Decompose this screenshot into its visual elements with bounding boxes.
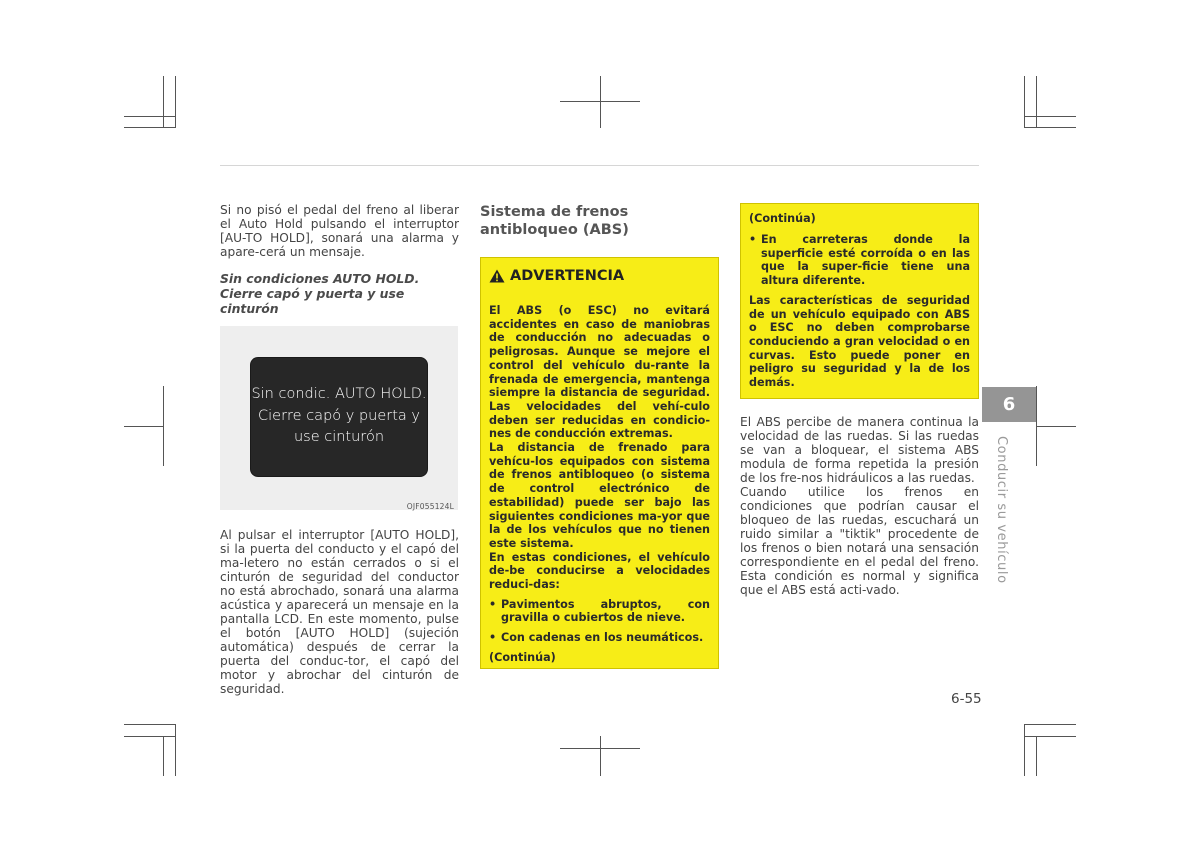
lcd-line-2: Cierre capó y puerta y bbox=[258, 407, 420, 424]
body-paragraph: Al pulsar el interruptor [AUTO HOLD], si la puerta del conducto y el capó del ma-letero no están cerrados o si el cinturón de seguridad del conductor no está abrochado, sonará una alarma acústica y aparecerá un mensaje en la pantalla LCD. En este momento, pulse el botón [AUTO HOLD] (sujeción automática) después de cerrar la puerta del conduc-tor, el capó del motor y abrochar del cinturón de seguridad. bbox=[220, 528, 459, 696]
chapter-title: Conducir su vehículo bbox=[994, 436, 1009, 584]
figure-code: OJF055124L bbox=[406, 502, 454, 511]
warning-heading bbox=[489, 268, 710, 284]
warning-paragraph-1: El ABS (o ESC) no evitará accidentes en caso de maniobras de conducción no adecuadas o peligrosas. Aunque se mejore el control del vehículo du-rante la frenada de emergencia, mantenga siempre la distancia de seguridad. Las velocidades del vehí-culo deben ser reducidas en condicio-nes de conducción extremas. bbox=[489, 304, 710, 441]
lcd-screen bbox=[251, 358, 427, 476]
lcd-line-3: use cinturón bbox=[293, 429, 385, 445]
chapter-tab: 6 bbox=[982, 387, 1036, 422]
intro-paragraph: Si no pisó el pedal del freno al liberar el Auto Hold pulsando el interruptor [AU-TO HOLD], sonará una alarma y apare-cerá un mensaje. bbox=[220, 203, 459, 259]
warning-paragraph-2: La distancia de frenado para vehícu-los equipados con sistema de frenos antibloqueo (o sistema de control electrónico de estabilidad) puede ser bajo las siguientes condiciones ma-yor que la de los vehículos que no tienen este sistema. bbox=[489, 441, 710, 550]
warning-triangle-icon bbox=[489, 269, 505, 283]
header-rule bbox=[220, 165, 979, 166]
lcd-figure bbox=[220, 326, 458, 510]
warning-box-continued bbox=[740, 203, 979, 399]
warning-paragraph: Las características de seguridad de un vehículo equipado con ABS o ESC no deben comprobarse conduciendo a gran velocidad o en curvas. Esto puede poner en peligro su seguridad y la de los demás. bbox=[749, 293, 970, 390]
column-1 bbox=[220, 203, 459, 696]
warning-list bbox=[749, 233, 970, 288]
list-item: • En carreteras donde la superficie esté corroída o en las que la super-ficie tiene una altura diferente. bbox=[749, 233, 970, 288]
lcd-line-1: Sin condic. AUTO HOLD. bbox=[251, 386, 427, 402]
warning-box bbox=[480, 257, 719, 669]
list-item: • Pavimentos abruptos, con gravilla o cubiertos de nieve. bbox=[489, 598, 710, 625]
abs-paragraph-2: Cuando utilice los frenos en condiciones que podrían causar el bloqueo de las ruedas, escuchará un ruido similar a "tiktik" procedente de los frenos o bien notará una sensación correspondiente en el pedal del freno. Esta condición es normal y significa que el ABS está acti-vado. bbox=[740, 484, 979, 597]
section-title: Sistema de frenos antibloqueo (ABS) bbox=[480, 204, 629, 238]
column-2 bbox=[480, 203, 719, 669]
warning-paragraph-3: En estas condiciones, el vehículo de-be conducirse a velocidades reduci-das: bbox=[489, 550, 710, 592]
warning-list bbox=[489, 598, 710, 645]
column-3 bbox=[740, 203, 979, 597]
subheading: Sin condiciones AUTO HOLD. Cierre capó y puerta y use cinturón bbox=[220, 271, 420, 316]
page-number: 6-55 bbox=[951, 691, 982, 707]
list-item: • Con cadenas en los neumáticos. bbox=[489, 631, 710, 645]
warning-heading-text: ADVERTENCIA bbox=[510, 268, 625, 284]
continued-label: (Continúa) bbox=[749, 212, 816, 225]
abs-paragraph-1: El ABS percibe de manera continua la velocidad de las ruedas. Si las ruedas se van a bloquear, el sistema ABS modula de forma repetida la presión de los fre-nos hidráulicos a las ruedas. bbox=[740, 414, 979, 485]
continued-label: (Continúa) bbox=[489, 650, 556, 664]
